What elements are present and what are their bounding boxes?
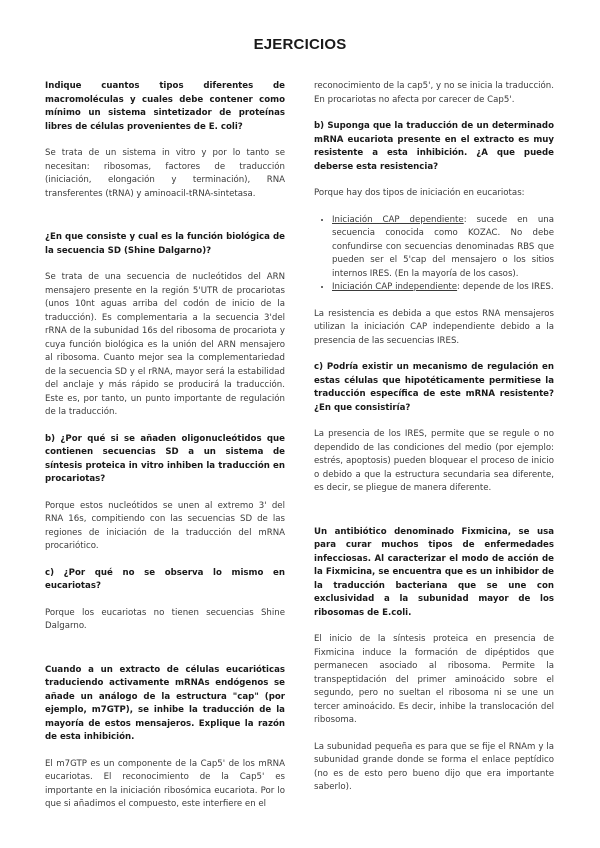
answer-eukaryotes: Porque los eucariotas no tienen secuencias Shine Dalgarno.	[45, 607, 285, 631]
cap-dependent-term: Iniciación CAP dependiente	[332, 214, 464, 225]
question-fixmicina: Un antibiótico denominado Fixmicina, se usa para curar muchos tipos de enfermedades infecciosas. Al caracterizar el modo de acción de la Fixmicina, se encuentra que es un inhibidor de la traducción bacteriana que se une con exclusividad a la subunidad mayor de los ribosomas de E.coli.	[314, 526, 554, 618]
question-regulation: c) Podría existir un mecanismo de regulación en estas células que hipotéticamente permitiese la traducción específica de este mRNA resistente? ¿En que consistiría?	[314, 362, 554, 413]
answer-shine-dalgarno: Se trata de una secuencia de nucleótidos del ARN mensajero presente en la región 5'UTR de procariotas (unos 10nt aguas arriba del codón de inicio de la traducción). Es complementaria a la secuencia 3'del rRNA de la subunidad 16s del ribosoma de procariota y cuya función biológica es la unión del ARN mensajero al ribosoma. Cuanto mejor sea la complementariedad de la secuencia SD y el rRNA, mayor será la estabilidad del anclaje y más rápido se producirá la traducción. Este es, por tanto, un punto importante de regulación de la traducción.	[45, 272, 285, 417]
answer-ribosome-subunits: La subunidad pequeña es para que se fije el RNAm y la subunidad grande donde se forma el enlace peptídico (no es de esto pero bueno dijo que era importante saberlo).	[314, 741, 554, 792]
question-resistance: b) Suponga que la traducción de un determinado mRNA eucariota presente en el extracto es muy resistente a esta inhibición. ¿A que puede deberse esta resistencia?	[314, 121, 554, 172]
answer-macromolecules: Se trata de un sistema in vitro y por lo tanto se necesitan: ribosomas, factores de traducción (iniciación, elongación y terminación), RNA transferentes (tRNA) y aminoacil-tRNA-sintetasa.	[45, 148, 285, 199]
page-title: EJERCICIOS	[253, 36, 347, 53]
answer-regulation: La presencia de los IRES, permite que se regule o no dependido de las condiciones del medio (por ejemplo: estrés, apoptosis) pueden bloquear el proceso de inicio o debido a que la estructura secundaria sea diferente, es decir, se pliegue de manera diferente.	[314, 429, 554, 493]
cap-independent-text: : depende de los IRES.	[457, 282, 554, 292]
question-macromolecules: Indique cuantos tipos diferentes de macromoléculas y cuales debe contener como mínimo un sistema sintetizador de proteínas libres de células provenientes de E. coli?	[45, 81, 285, 132]
question-eukaryotes: c) ¿Por qué no se observa lo mismo en eucariotas?	[45, 567, 285, 591]
question-oligonucleotides: b) ¿Por qué si se añaden oligonucleótidos que contienen secuencias SD a un sistema de síntesis proteica in vitro inhiben la traducción en procariotas?	[45, 433, 285, 484]
question-shine-dalgarno: ¿En que consiste y cual es la función biológica de la secuencia SD (Shine Dalgarno)?	[45, 232, 285, 256]
list-item	[332, 281, 554, 295]
left-column	[45, 80, 285, 812]
right-column	[314, 80, 554, 795]
list-item	[332, 214, 554, 282]
initiation-types-list	[314, 214, 554, 295]
answer-fixmicina: El inicio de la síntesis proteica en presencia de Fixmicina induce la formación de dipéptidos que permanecen asociado al ribosoma. Permite la transpeptidación del primer aminoácido sobre el segundo, pero no sueltan el ribosoma ni se une un tercer aminoácido. Es decir, inhibe la translocación del ribosoma.	[314, 634, 554, 725]
answer-oligonucleotides: Porque estos nucleótidos se unen al extremo 3' del RNA 16s, compitiendo con las secuencias SD de las regiones de iniciación de la traducción del mRNA procariótico.	[45, 500, 285, 551]
answer-cap-analog: El m7GTP es un componente de la Cap5' de los mRNA eucariotas. El reconocimiento de la Cap5' es importante en la iniciación ribosómica eucariota. Por lo que si añadimos el compuesto, este interfiere en el	[45, 758, 285, 809]
answer-cap-analog-continued: reconocimiento de la cap5', y no se inicia la traducción. En procariotas no afecta por carecer de Cap5'.	[314, 81, 554, 105]
cap-independent-term: Iniciación CAP independiente	[332, 282, 458, 292]
answer-resistance-outro: La resistencia es debida a que estos RNA mensajeros utilizan la iniciación CAP independiente debido a la presencia de las secuencias IRES.	[314, 308, 554, 346]
cap-dependent-text: : sucede en una secuencia conocida como KOZAC. No debe confundirse con secuencias denominadas RBS que pueden ser el 5'cap del mensajero o los sitios internos IRES. (En la mayoría de los casos).	[332, 214, 554, 279]
answer-resistance-intro: Porque hay dos tipos de iniciación en eucariotas:	[314, 188, 525, 198]
question-cap-analog: Cuando a un extracto de células eucarióticas traduciendo activamente mRNAs endógenos se añade un análogo de la estructura "cap" (por ejemplo, m7GTP), se inhibe la traducción de la mayoría de estos mensajeros. Explique la razón de esta inhibición.	[45, 664, 285, 742]
